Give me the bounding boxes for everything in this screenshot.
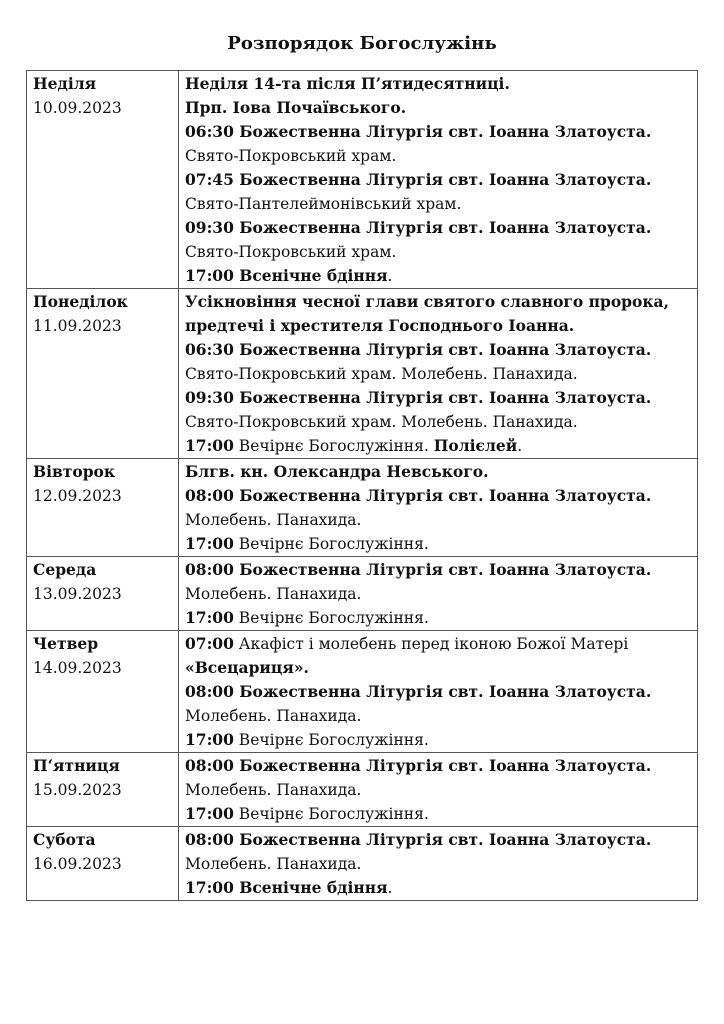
services-cell: [179, 289, 698, 459]
service-text-bold: 17:00: [185, 730, 234, 749]
service-line: [185, 606, 693, 630]
schedule-body: [27, 71, 698, 901]
schedule-row: [27, 631, 698, 753]
service-text-bold: Полієлей: [433, 436, 518, 455]
service-text: Вечірнє Богослужіння.: [233, 805, 429, 823]
day-cell: [27, 557, 179, 631]
service-line: [185, 72, 693, 96]
service-line: [185, 144, 693, 168]
service-text-bold: Блгв. кн. Олександра Невського.: [185, 462, 489, 481]
day-name: Вівторок: [33, 462, 116, 481]
service-line: [185, 96, 693, 120]
service-line: [185, 828, 693, 852]
services-cell: [179, 827, 698, 901]
service-text: Молебень. Панахида.: [185, 511, 362, 529]
schedule-row: [27, 753, 698, 827]
day-name: Четвер: [33, 634, 99, 653]
service-line: [185, 120, 693, 144]
service-text: Свято-Покровський храм.: [185, 147, 397, 165]
service-text-bold: 06:30 Божественна Літургія свт. Іоанна Златоуста.: [185, 340, 652, 359]
service-line: [185, 216, 693, 240]
service-text-bold: 09:30 Божественна Літургія свт. Іоанна Златоуста.: [185, 388, 652, 407]
service-line: [185, 802, 693, 826]
service-text: Молебень. Панахида.: [185, 781, 362, 799]
service-text: Вечірнє Богослужіння.: [233, 731, 429, 749]
services-cell: [179, 753, 698, 827]
service-line: [185, 558, 693, 582]
day-name: Середа: [33, 560, 97, 579]
service-line: [185, 410, 693, 434]
service-text-bold: 08:00 Божественна Літургія свт. Іоанна Златоуста.: [185, 486, 652, 505]
service-text-bold: 08:00 Божественна Літургія свт. Іоанна Златоуста.: [185, 560, 652, 579]
day-date: 10.09.2023: [33, 99, 122, 117]
service-line: [185, 386, 693, 410]
service-line: [185, 434, 693, 458]
service-text: .: [517, 437, 523, 455]
services-cell: [179, 557, 698, 631]
service-line: [185, 632, 693, 656]
day-date: 11.09.2023: [33, 317, 122, 335]
service-line: [185, 876, 693, 900]
service-line: [185, 728, 693, 752]
service-text-bold: 17:00 Всенічне бдіння: [185, 266, 388, 285]
schedule-row: [27, 827, 698, 901]
service-line: [185, 778, 693, 802]
day-name: Понеділок: [33, 292, 128, 311]
service-text: Молебень. Панахида.: [185, 707, 362, 725]
service-line: [185, 362, 693, 386]
service-line: [185, 192, 693, 216]
day-cell: [27, 459, 179, 557]
day-name: Неділя: [33, 74, 97, 93]
service-text-bold: 17:00: [185, 608, 234, 627]
service-line: [185, 704, 693, 728]
schedule-row: [27, 557, 698, 631]
service-text-bold: 17:00: [185, 436, 234, 455]
service-line: [185, 290, 693, 338]
service-text-bold: 09:30 Божественна Літургія свт. Іоанна Златоуста.: [185, 218, 652, 237]
service-text-bold: 08:00 Божественна Літургія свт. Іоанна Златоуста.: [185, 756, 652, 775]
services-cell: [179, 71, 698, 289]
service-line: [185, 460, 693, 484]
service-text-bold: 17:00: [185, 804, 234, 823]
service-line: [185, 484, 693, 508]
service-text-bold: 17:00 Всенічне бдіння: [185, 878, 388, 897]
service-text: Свято-Покровський храм. Молебень. Панахида.: [185, 413, 578, 431]
service-text: Вечірнє Богослужіння.: [233, 437, 434, 455]
service-text-bold: «Всецариця».: [185, 658, 309, 677]
schedule-row: [27, 459, 698, 557]
day-date: 15.09.2023: [33, 781, 122, 799]
service-text-bold: Прп. Іова Почаївського.: [185, 98, 407, 117]
service-text-bold: 17:00: [185, 534, 234, 553]
day-cell: [27, 71, 179, 289]
service-line: [185, 532, 693, 556]
service-line: [185, 508, 693, 532]
day-cell: [27, 827, 179, 901]
day-date: 13.09.2023: [33, 585, 122, 603]
service-text-bold: 08:00 Божественна Літургія свт. Іоанна Златоуста.: [185, 682, 652, 701]
service-line: [185, 680, 693, 704]
service-line: [185, 168, 693, 192]
day-date: 14.09.2023: [33, 659, 122, 677]
service-text: Молебень. Панахида.: [185, 585, 362, 603]
service-text-bold: Неділя 14-та після П’ятидесятниці.: [185, 74, 510, 93]
service-line: [185, 656, 693, 680]
day-date: 16.09.2023: [33, 855, 122, 873]
page-title: Розпорядок Богослужінь: [227, 33, 497, 54]
service-text: Вечірнє Богослужіння.: [233, 609, 429, 627]
service-text-bold: 08:00 Божественна Літургія свт. Іоанна Златоуста.: [185, 830, 652, 849]
day-date: 12.09.2023: [33, 487, 122, 505]
day-cell: [27, 631, 179, 753]
schedule-row: [27, 71, 698, 289]
schedule-table: [26, 70, 698, 901]
services-cell: [179, 459, 698, 557]
service-text-bold: 07:45 Божественна Літургія свт. Іоанна Златоуста.: [185, 170, 652, 189]
service-text: .: [387, 879, 393, 897]
service-text: Свято-Покровський храм.: [185, 243, 397, 261]
service-line: [185, 754, 693, 778]
service-text: Вечірнє Богослужіння.: [233, 535, 429, 553]
service-text-bold: 07:00: [185, 634, 234, 653]
service-text: Свято-Покровський храм. Молебень. Панахида.: [185, 365, 578, 383]
schedule-row: [27, 289, 698, 459]
service-line: [185, 338, 693, 362]
day-cell: [27, 289, 179, 459]
service-text-bold: 06:30 Божественна Літургія свт. Іоанна Златоуста.: [185, 122, 652, 141]
service-line: [185, 582, 693, 606]
service-line: [185, 852, 693, 876]
day-cell: [27, 753, 179, 827]
service-line: [185, 264, 693, 288]
service-text: Молебень. Панахида.: [185, 855, 362, 873]
day-name: П‘ятниця: [33, 756, 120, 775]
service-text: Акафіст і молебень перед іконою Божої Матері: [233, 635, 629, 653]
services-cell: [179, 631, 698, 753]
day-name: Субота: [33, 830, 96, 849]
service-text: Свято-Пантелеймонівський храм.: [185, 195, 462, 213]
service-text: .: [387, 267, 393, 285]
service-text-bold: Усікновіння чесної глави святого славного пророка, предтечі і хрестителя Господнього Іоанна.: [185, 292, 669, 335]
service-line: [185, 240, 693, 264]
